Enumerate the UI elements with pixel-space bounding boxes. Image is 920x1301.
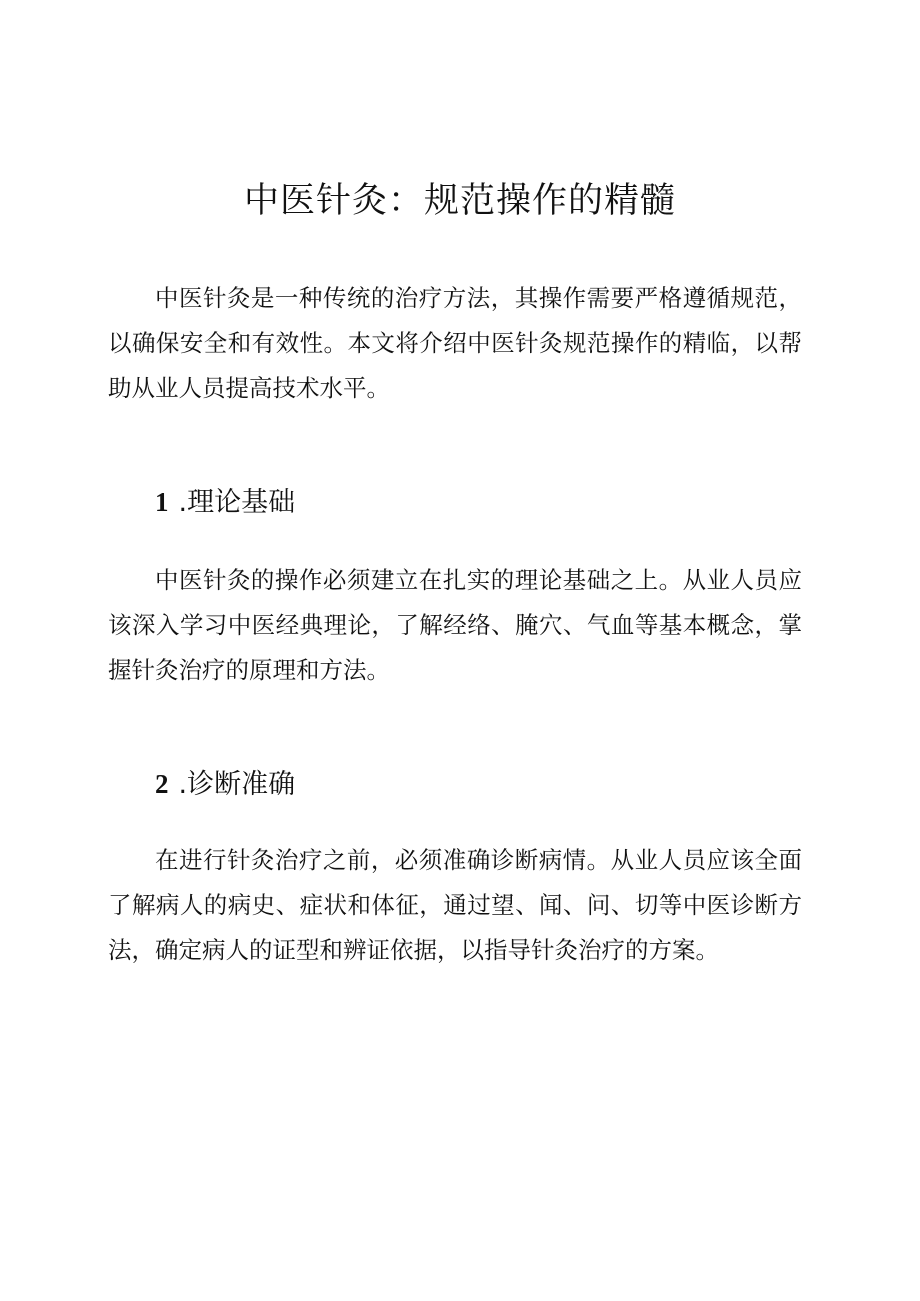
- section-heading-theory: [155, 482, 295, 523]
- intro-paragraph: 中医针灸是一种传统的治疗方法，其操作需要严格遵循规范，以确保安全和有效性。本文将介绍中医针灸规范操作的精临，以帮助从业人员提高技术水平。: [108, 284, 802, 402]
- document-title: 中医针灸：规范操作的精髓: [243, 181, 676, 221]
- section-body-diagnosis: 在进行针灸治疗之前，必须准确诊断病情。从业人员应该全面了解病人的病史、症状和体征，通过望、闻、问、切等中医诊断方法，确定病人的证型和辨证依据，以指导针灸治疗的方案。: [108, 846, 802, 964]
- section-number: 1: [155, 487, 169, 517]
- section-heading-diagnosis: [155, 764, 295, 805]
- section-number: 2: [155, 769, 169, 799]
- section-heading-text: .诊断准确: [178, 769, 296, 800]
- section-heading-text: .理论基础: [178, 487, 296, 518]
- section-body-theory: 中医针灸的操作必须建立在扎实的理论基础之上。从业人员应该深入学习中医经典理论，了解经络、腌穴、气血等基本概念，掌握针灸治疗的原理和方法。: [108, 566, 802, 684]
